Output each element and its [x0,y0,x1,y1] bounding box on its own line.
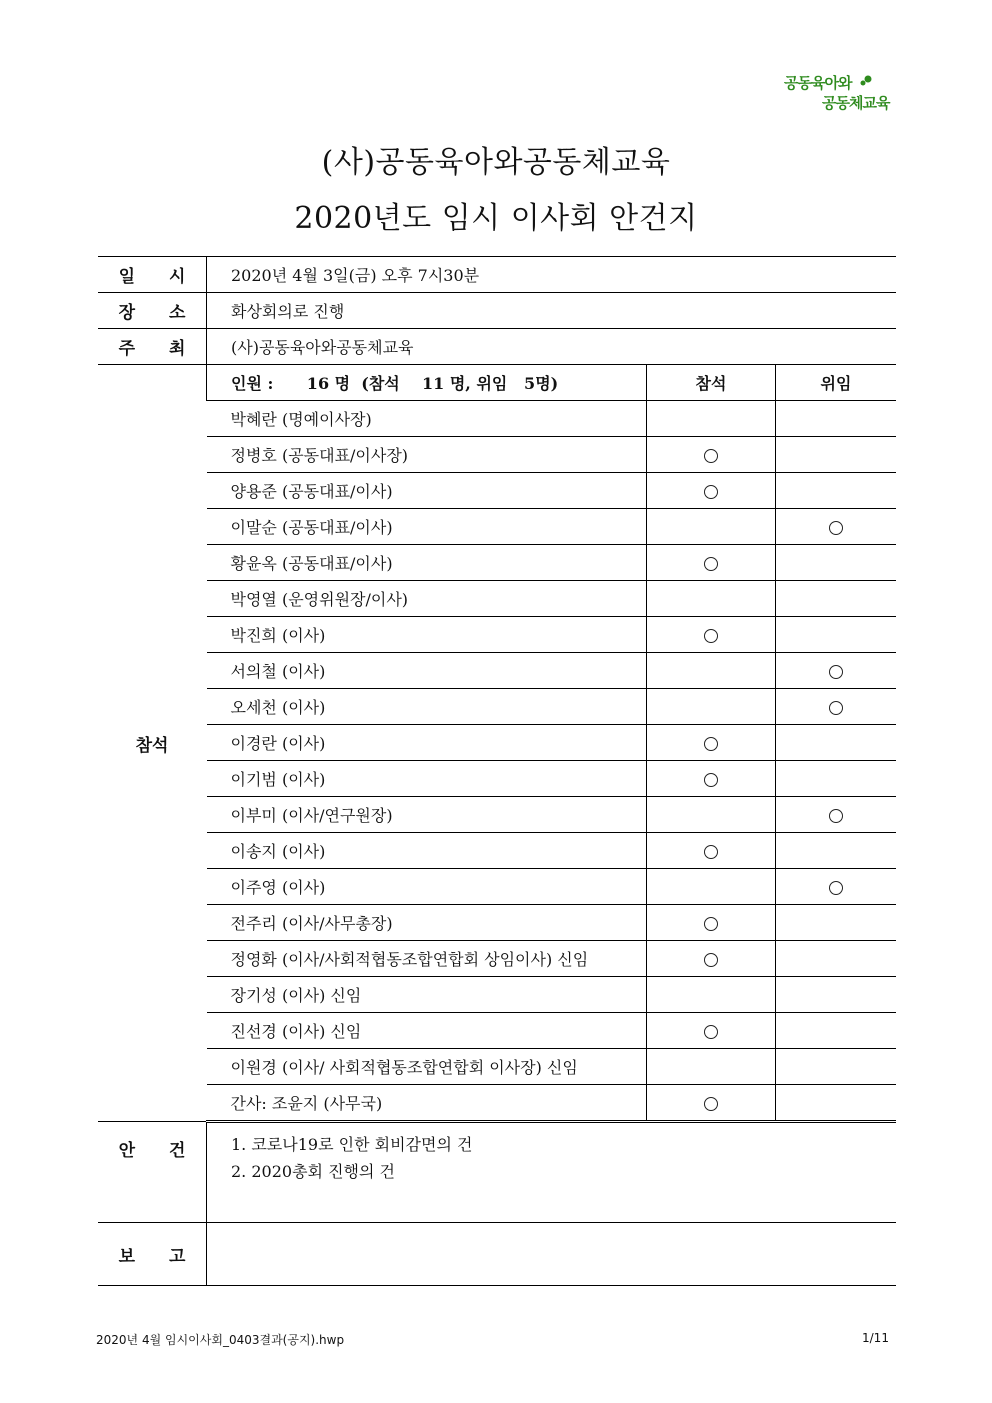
circle-mark-icon [704,737,718,751]
attendee-name: 정병호 (공동대표/이사장) [207,437,647,473]
attendee-row [98,689,896,725]
meeting-table [98,256,896,1286]
present-cell [647,977,776,1013]
present-cell [647,797,776,833]
attendee-name: 이경란 (이사) [207,725,647,761]
attendee-row [98,905,896,941]
attendee-name: 양용준 (공동대표/이사) [207,473,647,509]
organization-logo [780,70,900,120]
info-row-place [98,293,896,329]
attendance-summary: 인원 : 16 명 (참석 11 명, 위임 5명) [207,365,647,401]
host-value: (사)공동육아와공동체교육 [207,329,897,365]
circle-mark-icon [704,557,718,571]
attendee-row [98,1085,896,1122]
proxy-cell [776,797,897,833]
attendance-label: 참석 [98,365,207,1122]
report-value [207,1223,897,1286]
date-label: 일 시 [98,257,207,293]
attendee-name: 진선경 (이사) 신임 [207,1013,647,1049]
circle-mark-icon [829,665,843,679]
proxy-cell [776,545,897,581]
info-row-host [98,329,896,365]
present-cell [647,581,776,617]
proxy-cell [776,977,897,1013]
report-row [98,1223,896,1286]
present-cell [647,473,776,509]
proxy-cell [776,653,897,689]
proxy-cell [776,509,897,545]
attendee-row [98,761,896,797]
attendee-name: 오세천 (이사) [207,689,647,725]
agenda-items [207,1122,897,1223]
footer-page-number: 1/11 [862,1331,889,1345]
footer-filename: 2020년 4월 임시이사회_0403결과(공지).hwp [96,1333,345,1347]
logo-text-line2: 공동체교육 [822,94,890,112]
circle-mark-icon [704,845,718,859]
info-row-date [98,257,896,293]
proxy-cell [776,617,897,653]
attendee-name: 서의철 (이사) [207,653,647,689]
proxy-cell [776,689,897,725]
proxy-cell [776,581,897,617]
attendee-name: 이송지 (이사) [207,833,647,869]
circle-mark-icon [704,629,718,643]
present-cell [647,869,776,905]
present-cell [647,761,776,797]
proxy-cell [776,1085,897,1122]
attendee-row [98,509,896,545]
attendee-name: 정영화 (이사/사회적협동조합연합회 상임이사) 신임 [207,941,647,977]
attendee-name: 간사: 조윤지 (사무국) [207,1085,647,1122]
circle-mark-icon [704,773,718,787]
circle-mark-icon [704,1025,718,1039]
place-value: 화상회의로 진행 [207,293,897,329]
attendee-row [98,401,896,437]
present-cell [647,653,776,689]
circle-mark-icon [829,809,843,823]
present-cell [647,833,776,869]
circle-mark-icon [704,1097,718,1111]
attendee-name: 전주리 (이사/사무총장) [207,905,647,941]
present-cell [647,401,776,437]
host-label: 주 최 [98,329,207,365]
attendee-name: 박영열 (운영위원장/이사) [207,581,647,617]
place-label: 장 소 [98,293,207,329]
present-cell [647,1013,776,1049]
date-value: 2020년 4월 3일(금) 오후 7시30분 [207,257,897,293]
proxy-cell [776,941,897,977]
attendee-row [98,977,896,1013]
proxy-cell [776,1049,897,1085]
present-cell [647,689,776,725]
attendee-row [98,941,896,977]
attendee-row [98,1013,896,1049]
present-cell [647,545,776,581]
attendee-name: 박진희 (이사) [207,617,647,653]
attendee-row [98,473,896,509]
proxy-column-header: 위임 [776,365,897,401]
attendee-row [98,653,896,689]
present-cell [647,617,776,653]
circle-mark-icon [704,449,718,463]
attendee-row [98,617,896,653]
document-subtitle: 2020년도 임시 이사회 안건지 [294,201,698,236]
proxy-cell [776,437,897,473]
present-cell [647,1049,776,1085]
attendee-name: 황윤옥 (공동대표/이사) [207,545,647,581]
agenda-item: 1. 코로나19로 인한 회비감면의 건 [231,1135,473,1154]
proxy-cell [776,725,897,761]
attendee-name: 장기성 (이사) 신임 [207,977,647,1013]
attendee-row [98,797,896,833]
attendee-row [98,833,896,869]
proxy-cell [776,833,897,869]
logo-text-line1: 공동육아와 [784,74,852,92]
proxy-cell [776,869,897,905]
attendee-name: 이주영 (이사) [207,869,647,905]
attendee-name: 이기범 (이사) [207,761,647,797]
present-column-header: 참석 [647,365,776,401]
agenda-row [98,1122,896,1223]
attendee-row [98,437,896,473]
circle-mark-icon [829,701,843,715]
leaf-icon [860,74,874,92]
agenda-item: 2. 2020총회 진행의 건 [231,1162,395,1181]
attendee-row [98,1049,896,1085]
circle-mark-icon [829,521,843,535]
circle-mark-icon [704,485,718,499]
attendee-name: 이부미 (이사/연구원장) [207,797,647,833]
proxy-cell [776,401,897,437]
attendance-header-row [98,365,896,401]
agenda-label: 안 건 [98,1122,207,1223]
attendee-name: 이말순 (공동대표/이사) [207,509,647,545]
proxy-cell [776,761,897,797]
present-cell [647,905,776,941]
attendee-row [98,545,896,581]
report-label: 보 고 [98,1223,207,1286]
attendee-row [98,869,896,905]
document-title: (사)공동육아와공동체교육 [321,145,671,180]
present-cell [647,437,776,473]
attendee-row [98,725,896,761]
circle-mark-icon [829,881,843,895]
circle-mark-icon [704,953,718,967]
attendee-name: 이원경 (이사/ 사회적협동조합연합회 이사장) 신임 [207,1049,647,1085]
proxy-cell [776,1013,897,1049]
proxy-cell [776,473,897,509]
attendee-name: 박혜란 (명예이사장) [207,401,647,437]
present-cell [647,725,776,761]
present-cell [647,941,776,977]
circle-mark-icon [704,917,718,931]
attendee-row [98,581,896,617]
present-cell [647,509,776,545]
proxy-cell [776,905,897,941]
present-cell [647,1085,776,1122]
